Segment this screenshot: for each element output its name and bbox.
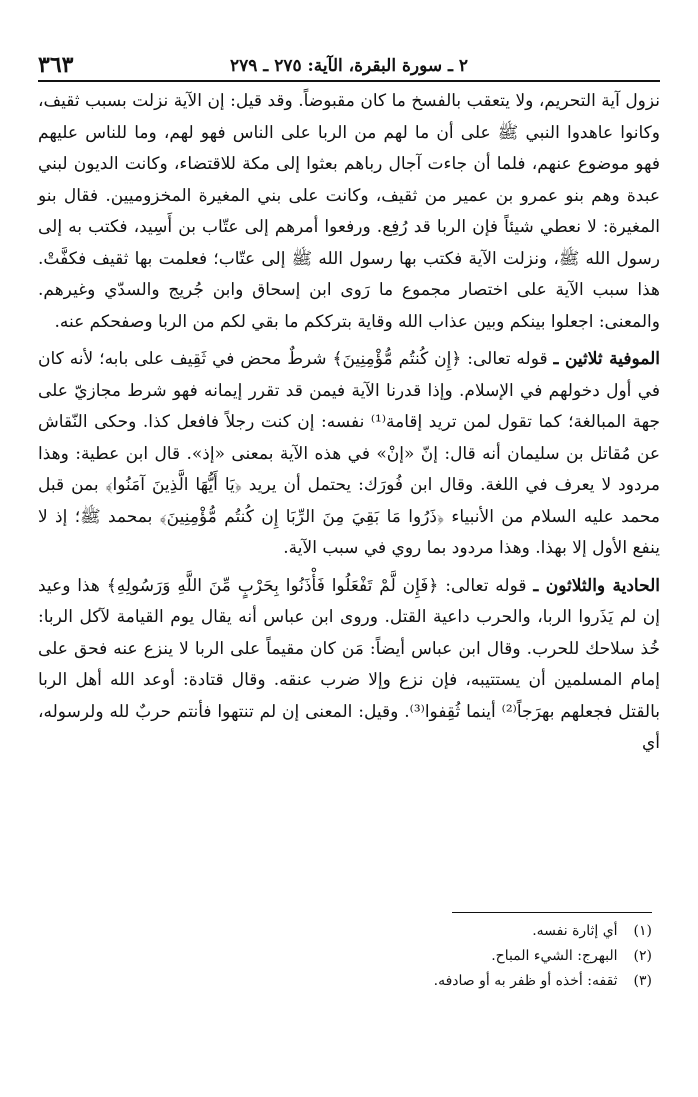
book-page [38, 48, 660, 1068]
footnote-divider [452, 912, 652, 913]
footnotes [38, 912, 652, 994]
footnote-text: أي إثارة نفسه. [532, 923, 618, 939]
page-number: ٣٦٣ [38, 52, 74, 78]
footnote-number: (٣) [633, 973, 652, 989]
running-header-title: ٢ ـ سورة البقرة، الآية: ٢٧٥ ـ ٢٧٩ [229, 56, 469, 76]
body-text [38, 86, 660, 760]
footnote [38, 969, 652, 994]
paragraph-text: قوله تعالى: ﴿إِن كُنتُم مُّؤْمِنِينَ﴾ شرطٌ محض في ثَقِيف على بابه؛ لأنه كان في أول دخولهم في الإسلام. وإذا قدرنا الآية فيمن قد تقرر إيمانه فهو شرط مجازيّ على جهة المبالغة؛ كما تقول لمن تريد إقامة⁽¹⁾ نفسه: إن كنت رجلاً فافعل كذا. وحكى النّقاش عن مُقاتل بن سليمان أنه قال: إنّ «إنْ» في هذه الآية بمعنى «إذ». قال ابن عطية: وهذا مردود لا يعرف في اللغة. وقال ابن فُورَك: يحتمل أن يريد ﴿يَا أَيُّهَا الَّذِينَ آمَنُوا﴾ بمن قبل محمد عليه السلام من الأنبياء ﴿ذَرُوا مَا بَقِيَ مِنَ الرِّبَا إِن كُنتُم مُّؤْمِنِينَ﴾ بمحمد ﷺ؛ إذ لا ينفع الأول إلا بهذا. وهذا مردود بما روي في سبب الآية. [38, 349, 660, 558]
footnote-number: (٢) [633, 948, 652, 964]
paragraph-intro [38, 86, 660, 338]
issue-heading: الحادية والثلاثون ـ [533, 575, 660, 596]
paragraph-issue-30 [38, 344, 660, 565]
paragraph-text: قوله تعالى: ﴿فَإِن لَّمْ تَفْعَلُوا فَأْذَنُوا بِحَرْبٍ مِّنَ اللَّهِ وَرَسُولِهِ﴾ هذا وعيد إن لم يَذَروا الربا، والحرب داعية القتل. وروى ابن عباس أنه يقال يوم القيامة لآكل الربا: خُذ سلاحك للحرب. وقال ابن عباس أيضاً: مَن كان مقيماً على الربا لا ينزع عنه فحق على إمام المسلمين أن يستتيبه، فإن نزع وإلا ضرب عنقه. وقال قتادة: أوعد الله أهل الربا بالقتل فجعلهم بهرَجاً⁽²⁾ أينما ثُقِفوا⁽³⁾. وقيل: المعنى إن لم تنتهوا فأنتم حربٌ لله ولرسوله، أي [38, 575, 661, 753]
paragraph-text: نزول آية التحريم، ولا يتعقب بالفسخ ما كان مقبوضاً. وقد قيل: إن الآية نزلت بسبب ثقيف، وكانوا عاهدوا النبي ﷺ على أن ما لهم من الربا على الناس فهو لهم، وما للناس عليهم فهو موضوع عنهم، فلما أن جاءت آجال رباهم بعثوا إلى مكة للاقتضاء، وكانت الديون لبني عبدة وهم بنو عمرو بن عمير من ثقيف، وكانت على بني المغيرة المخزوميين. فقال بنو المغيرة: لا نعطي شيئاً فإن الربا قد رُفِع. ورفعوا أمرهم إلى عتّاب بن أَسِيد، فكتب به إلى رسول الله ﷺ، ونزلت الآية فكتب بها رسول الله ﷺ إلى عتّاب؛ فعلمت بها ثقيف فكفَّتْ. هذا سبب الآية على اختصار مجموع ما رَوى ابن إسحاق وابن جُريج والسدّي وغيرهم. والمعنى: اجعلوا بينكم وبين عذاب الله وقاية بترككم ما بقي لكم من الربا وصفحكم عنه. [38, 91, 660, 332]
paragraph-issue-31 [38, 571, 660, 760]
footnote-text: البهرج: الشيء المباح. [491, 948, 618, 964]
footnote-number: (١) [633, 923, 652, 939]
running-header [38, 48, 660, 82]
footnote-text: ثقفه: أخذه أو ظفر به أو صادفه. [433, 973, 618, 989]
footnote [38, 944, 652, 969]
footnote [38, 919, 652, 944]
issue-heading: الموفية ثلاثين ـ [553, 349, 660, 369]
